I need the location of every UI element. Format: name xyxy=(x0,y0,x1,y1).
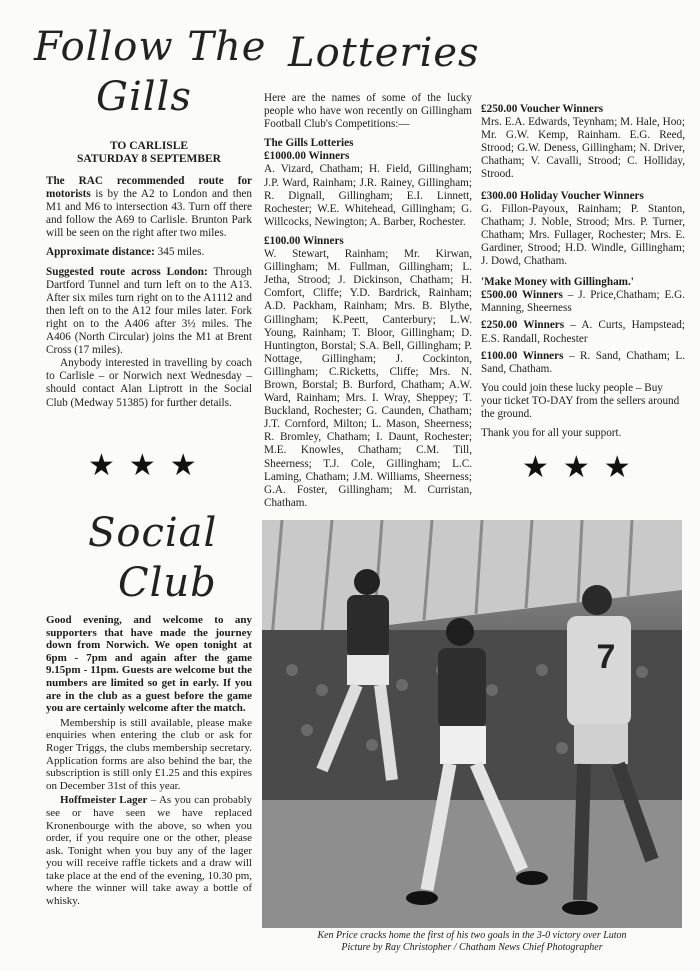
social-lager-text: – As you can probably see or have seen we have replaced Kronenbourge with the above, so when you order, if you require one or the other, please ask. Tonight when you buy any of the lager you will receive raffle tickets and a draw will take place at the end of the evening, 10.30 pm, where the winner will take away a bottle of whisky. xyxy=(46,794,252,908)
follow-title-line1: Follow The xyxy=(34,24,267,70)
social-body xyxy=(46,614,252,914)
winners-100-list: W. Stewart, Rainham; Mr. Kirwan, Gillingham; M. Fullman, Gillingham; L. Jetha, Strood; J. Dickinson, Chatham; H. Comfort, Cliffe; Y.D. Bardrick, Rainham; A.D. Packham, Rainham; Mrs. B. Blythe, Gillingham; K.Peett, Canterbury; L.W. Young, Rainham; T. Bloor, Gillingham; D. Huntington, Borstal; S.A. Bell, Gillingham; P. Nottage, Gillingham; J. Cockinton, Gillingham; C.Ricketts, Cliffe; Mrs. N. Brown, Borstal; B. Burford, Chatham; A.W. Ward, Rainham; Mrs. I. Wray, Sheppey; T. Buckland, Rochester; G. Caunden, Chatham; J.T. Cornford, Milton; L. Mason, Sheerness; R. Bromley, Chatham; I. Daunt, Rochester; M.E. Knowles, Chatham; C.M. Till, Sheerness; T.J. Cole, Gillingham; L.C. Laming, Chatham; J.M. Williams, Sheerness; G.A. Foster, Gillingham; M. Curristan, Chatham. xyxy=(264,248,472,509)
lotteries-col1 xyxy=(264,92,472,516)
stars-divider-left: ★★★ xyxy=(88,449,211,482)
photo-credit: Picture by Ray Christopher / Chatham News Chief Photographer xyxy=(341,941,603,953)
winners-100-heading: £100.00 Winners xyxy=(264,234,344,247)
social-title-line1: Social xyxy=(88,510,218,556)
follow-subtitle-date: SATURDAY 8 SEPTEMBER xyxy=(77,153,221,165)
follow-distance-heading: Approximate distance: xyxy=(46,246,155,259)
make-money-heading: 'Make Money with Gillingham.' xyxy=(481,276,634,289)
lotteries-col2 xyxy=(481,0,685,446)
join-text: You could join these lucky people – Buy your ticket TO-DAY from the sellers around the ground. xyxy=(481,381,680,420)
lotteries-title: Lotteries xyxy=(288,30,480,76)
photo-caption xyxy=(262,930,682,953)
follow-distance-text: 345 miles. xyxy=(154,246,205,259)
follow-coach-text: Anybody interested in travelling by coach to Carlisle – or Norwich next Wednesday – should contact Alan Liptrott in the Social Club (Medway 51385) for further details. xyxy=(46,357,252,409)
thanks-text: Thank you for all your support. xyxy=(481,427,622,440)
shirt-number-text: 7 xyxy=(596,638,616,676)
mm-100-list: – R. Sand, Chatham; L. Sand, Chatham. xyxy=(481,349,686,375)
lotteries-intro: Here are the names of some of the lucky people who have won recently on Gillingham Football Club's Competitions:— xyxy=(264,92,472,131)
winners-1000-heading: £1000.00 Winners xyxy=(264,150,350,163)
social-title-line2: Club xyxy=(118,560,217,606)
social-welcome-text: Good evening, and welcome to any supporters that have made the journey down from Norwich. We open tonight at 6pm - 7pm and again after the game 9.15pm - 11pm. Guests are welcome but the numbers are limited so get in early. If you are in the club as a guest before the game you are certainly welcome after the match. xyxy=(46,614,252,715)
mm-100-heading: £100.00 Winners xyxy=(481,349,564,362)
follow-route-text: is by the A2 to London and then M1 and M6 to intersection 43. Turn off there and follow the A69 to Carlisle. Brunton Park will be seen on the right after two miles. xyxy=(46,188,252,240)
follow-london-text: Through Dartford Tunnel and turn left on to the A13. After six miles turn right on to the A1112 and then left on to the A12 four miles later. Fork right on to the A406 after 3½ miles. The A406 (North Circular) joins the M1 at Brent Cross (17 miles). xyxy=(46,265,252,357)
winners-300-list: G. Fillon-Payoux, Rainham; P. Stanton, Chatham; J. Noble, Strood; Mrs. P. Turner, Chatham; Mrs. Fullager, Rochester; Mrs. E. Gardiner, Strood; H.D. Windle, Gillingham; J. Dowd, Chatham. xyxy=(481,202,685,268)
match-photo-illustration xyxy=(262,520,682,928)
mm-500-heading: £500.00 Winners xyxy=(481,289,563,302)
gills-lotteries-heading: The Gills Lotteries xyxy=(264,137,354,150)
match-photo xyxy=(262,520,682,928)
mm-250-list: – A. Curts, Hampstead; E.S. Randall, Rochester xyxy=(481,319,686,345)
stars-divider-right: ★★★ xyxy=(522,451,645,484)
mm-250-heading: £250.00 Winners xyxy=(481,319,565,332)
social-lager-heading: Hoffmeister Lager xyxy=(60,794,148,807)
photo-caption-line1: Ken Price cracks home the first of his two goals in the 3-0 victory over Luton xyxy=(317,930,627,941)
winners-300-heading: £300.00 Holiday Voucher Winners xyxy=(481,189,644,202)
mm-500-list: – J. Price,Chatham; E.G. Manning, Sheerness xyxy=(481,289,685,315)
follow-body xyxy=(46,175,252,416)
follow-subtitle-destination: TO CARLISLE xyxy=(109,140,189,152)
follow-title-line2: Gills xyxy=(96,74,192,120)
follow-london-heading: Suggested route across London: xyxy=(46,265,208,278)
social-membership-text: Membership is still available, please make enquiries when entering the club or ask for Roger Triggs, the clubs membership secretary. Application forms are also behind the bar, the subscription is still only £1.25 and this expires on December 31st of this year. xyxy=(46,716,252,792)
follow-route-heading: The RAC recommended route for motorists xyxy=(46,175,252,201)
winners-1000-list: A. Vizard, Chatham; H. Field, Gillingham; J.P. Ward, Rainham; J.R. Rainey, Gillingham; R. Dignall, Gillingham; E.I. Linnett, Rochester; W.E. Whitehead, Gillingham; G. Willcocks, Newington; A. Barber, Rochester. xyxy=(264,163,472,228)
winners-250-heading: £250.00 Voucher Winners xyxy=(481,103,604,115)
winners-250-list: Mrs. E.A. Edwards, Teynham; M. Hale, Hoo; Mr. G.W. Kemp, Rainham. E.G. Reed, Strood; G.W. Deness, Gillingham; N. Driver, Chatham; V. Cavalli, Strood; C. Holliday, Strood. xyxy=(481,116,685,181)
